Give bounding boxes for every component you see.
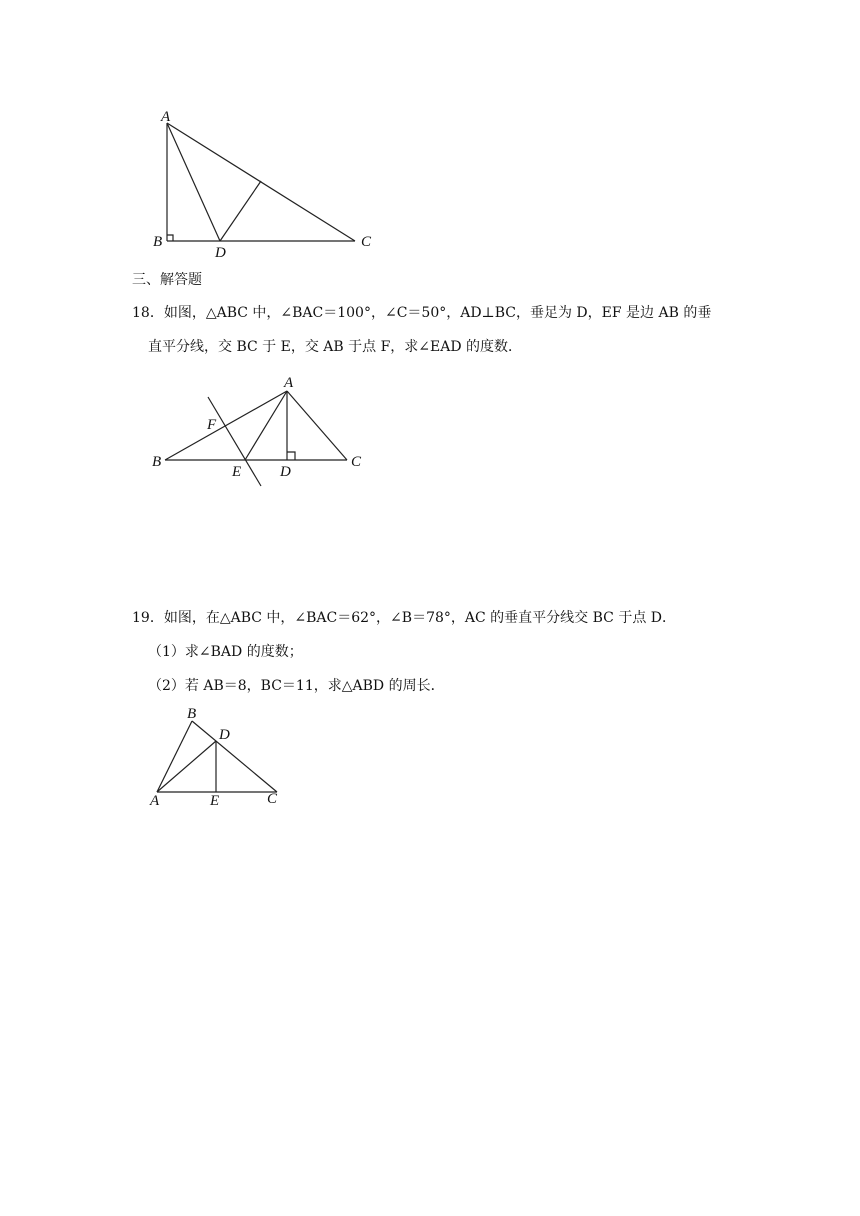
label-e: E (232, 464, 242, 480)
label-c: C (351, 454, 362, 470)
q19-part-2: （2）若 AB＝8，BC＝11，求△ABD 的周长． (148, 678, 445, 694)
label-b: B (187, 706, 197, 722)
label-d: D (219, 727, 230, 743)
label-f: F (207, 417, 217, 433)
segment-bc (192, 721, 277, 792)
label-e: E (210, 793, 220, 809)
segment-ad (167, 123, 220, 241)
segment-ac (287, 391, 347, 460)
label-b: B (153, 234, 163, 250)
section-title: 三、解答题 (132, 272, 202, 288)
segment-d-to-ac (220, 181, 261, 241)
label-d: D (215, 245, 226, 261)
label-a: A (150, 793, 160, 809)
segment-ab (157, 721, 192, 792)
q18-line-2: 直平分线，交 BC 于 E，交 AB 于点 F，求∠EAD 的度数． (148, 339, 523, 355)
label-a: A (284, 375, 294, 391)
q19-line-1: 19．如图，在△ABC 中，∠BAC＝62°，∠B＝78°，AC 的垂直平分线交 BC 于点 D． (132, 610, 676, 626)
label-c: C (361, 234, 372, 250)
segment-ab (165, 391, 287, 460)
q19-part-1: （1）求∠BAD 的度数； (148, 644, 303, 660)
right-angle-mark-b (167, 235, 173, 241)
q18-line-1: 18．如图，△ABC 中，∠BAC＝100°，∠C＝50°，AD⊥BC，垂足为 D，EF 是边 AB 的垂 (132, 305, 712, 321)
q18-figure (145, 370, 375, 492)
label-a: A (161, 109, 171, 125)
label-d: D (280, 464, 291, 480)
q19-figure (145, 703, 295, 809)
label-c: C (267, 791, 278, 807)
segment-ae (245, 391, 287, 460)
segment-ad (157, 741, 216, 792)
top-triangle-figure (140, 105, 390, 265)
right-angle-mark-d (287, 452, 295, 460)
label-b: B (152, 454, 162, 470)
